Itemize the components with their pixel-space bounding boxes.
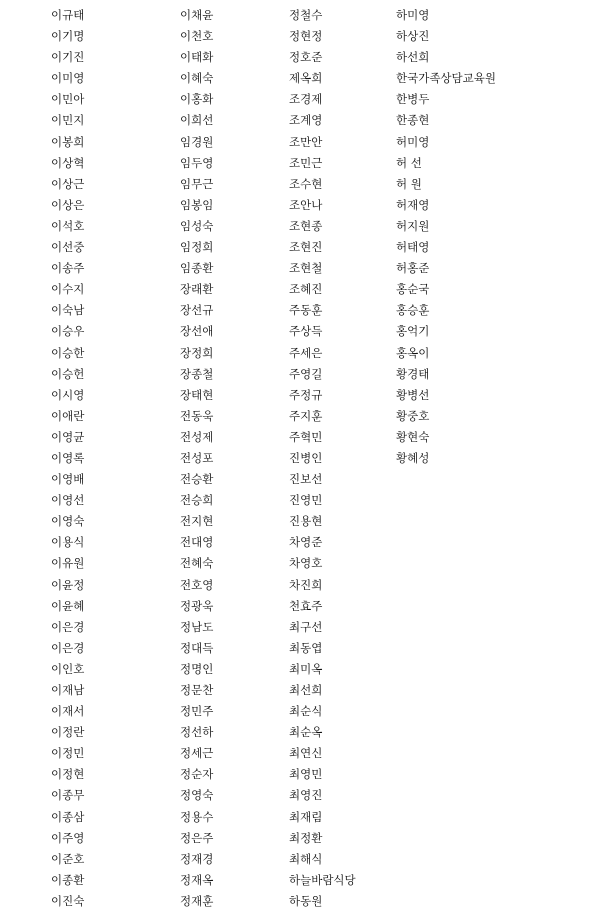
name-entry: 허지원	[396, 218, 430, 233]
name-entry: 이정현	[51, 767, 85, 782]
name-entry: 이민아	[51, 92, 85, 107]
name-entry: 이태화	[180, 50, 214, 65]
name-entry: 이준호	[51, 851, 85, 866]
name-entry: 이윤정	[51, 577, 85, 592]
name-entry: 장정희	[180, 345, 214, 360]
name-entry: 한국가족상담교육원	[396, 71, 496, 86]
name-entry: 주동훈	[289, 303, 323, 318]
name-entry: 하동원	[289, 893, 323, 908]
name-entry: 정명인	[180, 661, 214, 676]
name-entry: 장래환	[180, 282, 214, 297]
name-entry: 이재남	[51, 683, 85, 697]
name-column-3	[289, 5, 356, 912]
name-entry: 전성제	[180, 429, 214, 444]
name-entry: 주세은	[289, 345, 323, 360]
name-entry: 이미영	[51, 71, 85, 86]
name-entry: 황경태	[396, 366, 430, 381]
name-entry: 이기명	[51, 29, 85, 44]
name-entry: 정남도	[180, 619, 214, 634]
name-entry: 이영록	[51, 450, 85, 465]
name-entry: 장종철	[180, 366, 214, 381]
name-entry: 정대득	[180, 640, 214, 655]
name-entry: 전지현	[180, 514, 214, 529]
name-entry: 이종무	[51, 788, 85, 803]
name-entry: 조민근	[289, 155, 323, 170]
name-entry: 이숙남	[51, 303, 85, 318]
name-entry: 장선애	[180, 324, 214, 339]
name-entry: 정현정	[289, 29, 323, 44]
name-entry: 한종현	[396, 113, 430, 128]
name-entry: 조계영	[289, 113, 323, 128]
name-entry: 제옥희	[289, 71, 323, 86]
name-entry: 하선희	[396, 50, 430, 65]
name-entry: 정은주	[180, 830, 214, 845]
name-entry: 이기진	[51, 50, 85, 65]
name-entry: 최재림	[289, 809, 323, 824]
name-entry: 최미옥	[289, 661, 323, 676]
name-entry: 정호준	[289, 50, 323, 65]
name-entry: 천효주	[289, 598, 323, 613]
name-entry: 주혁민	[289, 429, 323, 444]
name-entry: 조현철	[289, 261, 323, 276]
name-entry: 최영진	[289, 788, 323, 803]
name-entry: 이승헌	[51, 366, 85, 381]
name-entry: 임성숙	[180, 218, 214, 233]
name-entry: 임봉임	[180, 197, 214, 212]
name-entry: 이채윤	[180, 8, 214, 22]
name-entry: 이수지	[51, 282, 85, 297]
name-column-1	[51, 5, 84, 912]
name-column-4	[396, 5, 496, 469]
name-entry: 이영균	[51, 429, 85, 444]
name-entry: 조경제	[289, 92, 323, 107]
name-entry: 허태영	[396, 240, 430, 255]
name-entry: 최선희	[289, 683, 323, 697]
name-entry: 조혜진	[289, 282, 323, 297]
name-entry: 이상혁	[51, 155, 85, 170]
name-entry: 최영민	[289, 767, 323, 782]
name-entry: 이선중	[51, 240, 85, 255]
name-entry: 이주영	[51, 830, 85, 845]
name-entry: 최동엽	[289, 640, 323, 655]
name-entry: 차영호	[289, 556, 323, 571]
name-entry: 허 선	[396, 155, 422, 170]
name-entry: 임정희	[180, 240, 214, 255]
name-entry: 정재옥	[180, 872, 214, 887]
name-entry: 이송주	[51, 261, 85, 276]
name-entry: 이영숙	[51, 514, 85, 529]
name-entry: 이인호	[51, 661, 85, 676]
name-entry: 이승우	[51, 324, 85, 339]
name-entry: 이은경	[51, 640, 85, 655]
name-entry: 이진숙	[51, 893, 85, 908]
name-entry: 홍승훈	[396, 303, 430, 318]
name-entry: 이홍화	[180, 92, 214, 107]
name-entry: 이봉희	[51, 134, 85, 149]
name-entry: 최구선	[289, 619, 323, 634]
name-entry: 최순식	[289, 704, 323, 719]
name-entry: 전승환	[180, 472, 214, 487]
name-entry: 홍순국	[396, 282, 430, 297]
name-entry: 전혜숙	[180, 556, 214, 571]
name-entry: 이민지	[51, 113, 85, 128]
name-entry: 이정민	[51, 746, 85, 761]
name-entry: 이상은	[51, 197, 85, 212]
name-column-2	[180, 5, 213, 912]
name-entry: 최정환	[289, 830, 323, 845]
name-entry: 조현진	[289, 240, 323, 255]
name-entry: 조수현	[289, 176, 323, 191]
name-entry: 진용현	[289, 514, 323, 529]
name-entry: 하늘바람식당	[289, 872, 356, 887]
name-entry: 진병인	[289, 450, 323, 465]
name-entry: 조현종	[289, 218, 323, 233]
name-entry: 장선규	[180, 303, 214, 318]
name-entry: 이유원	[51, 556, 85, 571]
name-entry: 주지훈	[289, 408, 323, 423]
name-entry: 정순자	[180, 767, 214, 782]
name-entry: 홍옥이	[396, 345, 430, 360]
name-entry: 이윤혜	[51, 598, 85, 613]
name-entry: 정문찬	[180, 683, 214, 697]
name-entry: 전동욱	[180, 408, 214, 423]
name-entry: 이애란	[51, 408, 85, 423]
name-entry: 최순옥	[289, 725, 323, 740]
name-entry: 황현숙	[396, 429, 430, 444]
name-entry: 차진희	[289, 577, 323, 592]
name-entry: 이정란	[51, 725, 85, 740]
name-entry: 정용수	[180, 809, 214, 824]
name-entry: 조만안	[289, 134, 323, 149]
name-entry: 전성포	[180, 450, 214, 465]
name-entry: 임경원	[180, 134, 214, 149]
name-entry: 황중호	[396, 408, 430, 423]
name-entry: 주영길	[289, 366, 323, 381]
name-entry: 이용식	[51, 535, 85, 550]
name-entry: 임종환	[180, 261, 214, 276]
name-entry: 이희선	[180, 113, 214, 128]
name-entry: 진보선	[289, 472, 323, 487]
name-entry: 최연신	[289, 746, 323, 761]
name-entry: 이은경	[51, 619, 85, 634]
name-entry: 이시영	[51, 387, 85, 402]
name-entry: 이천호	[180, 29, 214, 44]
name-entry: 임두영	[180, 155, 214, 170]
name-entry: 전호영	[180, 577, 214, 592]
name-entry: 정민주	[180, 704, 214, 719]
name-entry: 하상진	[396, 29, 430, 44]
name-entry: 이석호	[51, 218, 85, 233]
name-entry: 정광욱	[180, 598, 214, 613]
name-entry: 허홍준	[396, 261, 430, 276]
name-entry: 홍억기	[396, 324, 430, 339]
name-entry: 정세근	[180, 746, 214, 761]
name-entry: 이상근	[51, 176, 85, 191]
name-entry: 허 원	[396, 176, 422, 191]
name-entry: 정철수	[289, 8, 323, 22]
name-entry: 조안나	[289, 197, 323, 212]
name-entry: 장태현	[180, 387, 214, 402]
name-entry: 이승한	[51, 345, 85, 360]
name-entry: 이종삼	[51, 809, 85, 824]
name-entry: 주정규	[289, 387, 323, 402]
name-entry: 정영숙	[180, 788, 214, 803]
name-entry: 정재경	[180, 851, 214, 866]
name-entry: 이종환	[51, 872, 85, 887]
name-entry: 차영준	[289, 535, 323, 550]
name-entry: 허재영	[396, 197, 430, 212]
name-entry: 최해식	[289, 851, 323, 866]
name-entry: 정선하	[180, 725, 214, 740]
name-entry: 이재서	[51, 704, 85, 719]
name-entry: 황병선	[396, 387, 430, 402]
name-entry: 주상득	[289, 324, 323, 339]
name-entry: 이규태	[51, 8, 85, 22]
name-entry: 진영민	[289, 493, 323, 508]
name-entry: 황혜성	[396, 450, 430, 465]
name-entry: 정재훈	[180, 893, 214, 908]
name-entry: 한병두	[396, 92, 430, 107]
name-entry: 하미영	[396, 8, 430, 22]
name-entry: 임무근	[180, 176, 214, 191]
name-entry: 전승희	[180, 493, 214, 508]
name-entry: 이영배	[51, 472, 85, 487]
name-entry: 전대영	[180, 535, 214, 550]
name-entry: 이영선	[51, 493, 85, 508]
name-entry: 허미영	[396, 134, 430, 149]
name-entry: 이혜숙	[180, 71, 214, 86]
